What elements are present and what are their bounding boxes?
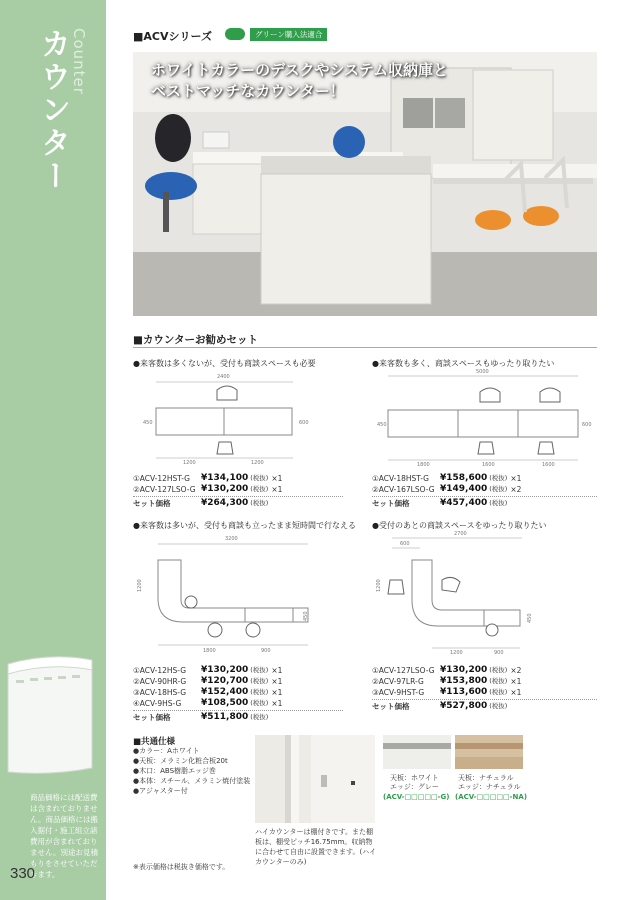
swatch-natural — [455, 735, 523, 769]
set4-dim-left: 1200 — [450, 650, 463, 656]
set1-dim-overall: 2400 — [217, 374, 230, 380]
set3-dim-depth: 1200 — [137, 579, 143, 592]
sidebar — [0, 0, 106, 900]
set3-item: ③ACV-18HS-G ¥152,400 (税抜) ×1 — [133, 687, 283, 697]
set1-item: ①ACV-12HST-G ¥134,100 (税抜) ×1 — [133, 473, 283, 483]
set2-floor-plan — [372, 368, 597, 468]
swatch-white — [383, 735, 451, 769]
set4-dim-side: 450 — [527, 613, 533, 623]
set2-dim-mid: 1600 — [482, 462, 495, 468]
category-title: カウンター — [35, 28, 70, 193]
hero-headline — [151, 60, 448, 102]
set3-dim-overall: 3200 — [225, 536, 238, 542]
set3-dim-side: 450 — [303, 611, 309, 621]
swatch-white-top: 天板：ホワイト — [390, 774, 439, 782]
set2-dim-left: 1800 — [417, 462, 430, 468]
set4-floor-plan — [372, 530, 597, 660]
set4-dim-right: 900 — [494, 650, 504, 656]
set2-total: セット価格 ¥457,400 (税抜) — [372, 496, 597, 509]
series-title: ■ACVシリーズ — [133, 30, 212, 43]
delivery-note: 商品価格には配送費は含まれておりません。商品価格には搬入据付・施工組立諸費用が含まれておりません。別途お見積もりをさせていただきます。 — [30, 793, 98, 879]
spec-item: ●カラー：Aホワイト — [133, 747, 200, 755]
set4-item: ③ACV-9HST-G ¥113,600 (税抜) ×1 — [372, 687, 522, 697]
set1-dim-right-depth: 600 — [299, 420, 309, 426]
set4-item: ①ACV-127LSO-G ¥130,200 (税抜) ×2 — [372, 665, 522, 675]
spec-item: ●天板：メラミン化粧合板20t — [133, 757, 228, 765]
page-number: 330 — [10, 865, 36, 882]
set2-dim-right-depth: 600 — [582, 422, 592, 428]
set4-dim-offset: 600 — [400, 541, 410, 547]
set4-dim-overall: 2700 — [454, 531, 467, 537]
hero-headline-line1: ホワイトカラーのデスクやシステム収納庫と — [151, 61, 449, 79]
category-subtitle: Counter — [70, 28, 88, 95]
spec-item: ●木口：ABS樹脂エッジ巻 — [133, 767, 216, 775]
swatch-natural-label — [458, 774, 520, 792]
set3-item: ①ACV-12HS-G ¥130,200 (税抜) ×1 — [133, 665, 283, 675]
set3-total: セット価格 ¥511,800 (税抜) — [133, 710, 343, 723]
shelf-detail-image — [255, 735, 375, 823]
swatch-white-code: (ACV-□□□□□-G) — [383, 793, 450, 801]
set2-dim-left-depth: 450 — [377, 422, 387, 428]
swatch-white-image — [383, 735, 451, 769]
set3-dim-right: 900 — [261, 648, 271, 654]
eco-mark-icon — [225, 28, 245, 40]
green-purchase-badge: グリーン購入法適合 — [250, 28, 327, 41]
set2-price-list — [372, 473, 597, 509]
counter-product-image — [6, 650, 94, 778]
set4-total: セット価格 ¥527,800 (税抜) — [372, 699, 597, 712]
set4-price-list — [372, 665, 597, 712]
shelf-detail-photo — [255, 735, 375, 823]
set3-price-list — [133, 665, 343, 723]
set3-item: ④ACV-9HS-G ¥108,500 (税抜) ×1 — [133, 698, 283, 708]
spec-item: ●アジャスター付 — [133, 787, 188, 795]
tax-footnote: ※表示価格は税抜き価格です。 — [133, 863, 230, 871]
set2-heading: ●来客数も多く、商談スペースもゆったり取りたい — [372, 359, 555, 368]
section-divider — [133, 347, 597, 348]
set3-item: ②ACV-90HR-G ¥120,700 (税抜) ×1 — [133, 676, 283, 686]
set1-dim-left-depth: 450 — [143, 420, 153, 426]
recommend-title: ■カウンターお勧めセット — [133, 334, 259, 346]
set2-dim-overall: 5000 — [476, 369, 489, 375]
hero-headline-line2: ベストマッチなカウンター！ — [151, 82, 345, 100]
set3-dim-left: 1800 — [203, 648, 216, 654]
set1-heading: ●来客数は多くないが、受付も商談スペースも必要 — [133, 359, 316, 368]
swatch-natural-code: (ACV-□□□□□-NA) — [455, 793, 528, 801]
set3-heading: ●来客数は多いが、受付も商談も立ったまま短時間で行なえる — [133, 521, 356, 530]
set3-floor-plan — [133, 530, 343, 660]
set1-item: ②ACV-127LSO-G ¥130,200 (税抜) ×1 — [133, 484, 283, 494]
shelf-detail-caption: ハイカウンターは棚付きです。また棚板は、棚受ピッチ16.75mm。収納物に合わせて自由に設置できます。(ハイカウンターのみ) — [255, 828, 377, 866]
set4-heading: ●受付のあとの商談スペースをゆったり取りたい — [372, 521, 547, 530]
set4-item: ②ACV-97LR-G ¥153,800 (税抜) ×1 — [372, 676, 522, 686]
specs-title: ■共通仕様 — [133, 737, 176, 747]
swatch-white-edge: エッジ：グレー — [390, 783, 439, 791]
specs-list — [133, 746, 250, 796]
swatch-natural-image — [455, 735, 523, 769]
spec-item: ●本体：スチール、メラミン焼付塗装 — [133, 777, 251, 785]
set2-item: ②ACV-167LSO-G ¥149,400 (税抜) ×2 — [372, 484, 522, 494]
set1-dim-left: 1200 — [183, 460, 196, 466]
set1-dim-right: 1200 — [251, 460, 264, 466]
swatch-natural-edge: エッジ：ナチュラル — [458, 783, 521, 791]
set4-dim-depth: 1200 — [376, 579, 382, 592]
set2-item: ①ACV-18HST-G ¥158,600 (税抜) ×1 — [372, 473, 522, 483]
swatch-white-label — [390, 774, 439, 792]
set2-dim-right: 1600 — [542, 462, 555, 468]
set1-price-list — [133, 473, 343, 509]
swatch-natural-top: 天板：ナチュラル — [458, 774, 514, 782]
set1-total: セット価格 ¥264,300 (税抜) — [133, 496, 343, 509]
set1-floor-plan — [133, 368, 343, 468]
hero-photo — [133, 52, 597, 316]
